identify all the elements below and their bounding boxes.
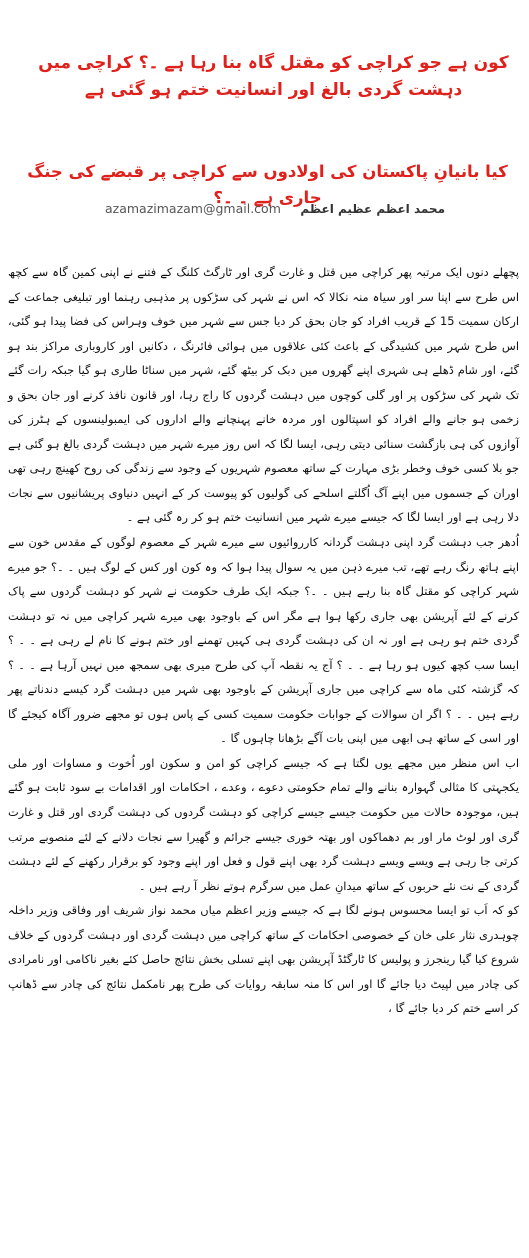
author-email: azamazimazam@gmail.com xyxy=(105,201,281,216)
byline xyxy=(105,199,445,219)
article-subheadline: کیا بانیانِ پاکستان کی اولادوں سے کراچی پر قبضے کی جنگ جاری ہے ۔ ۔؟ xyxy=(27,162,508,207)
article-paragraph: اب اس منظر میں مجھے یوں لگتا ہے کہ جیسے کراچی کو امن و سکون اور اُخوت و مساوات اور ملی یکجہتی کا مثالی گہوارہ بنانے والے تمام حکومتی دعوے ، وعدے ، احکامات اور اقدامات بے سود ثابت ہو گئے ہیں، موجودہ حالات میں حکومت جیسے جیسے کراچی کو دہشت گردوں کی دہشت گردی اور قتل و غارت گری اور لوٹ مار اور بم دھماکوں اور بھتہ خوری جیسے جرائم و گھیرا سے نجات دلانے کے لئے منصوبے مرتب کرتی جا رہی ہے ویسے ویسے دہشت گرد بھی اپنے قول و فعل اور اپنے وجود کو برقرار رکھنے کے لئے دہشت گردی کے نت نئے حربوں کے ساتھ میدانِ عمل میں سرگرم ہوتے نظر آ رہے ہیں ۔ xyxy=(8,755,519,893)
article-paragraph: کو کہ اَب تو ایسا محسوس ہونے لگا ہے کہ جیسے وزیر اعظم میاں محمد نواز شریف اور وفاقی وزیر داخلہ چوہدری نثار علی خان کے خصوصی احکامات کے ساتھ کراچی میں دہشت گردی اور دہشت گردوں کے خلاف شروع کیا گیا رینجرز و پولیس کا ٹارگٹڈ آپریشن بھی اپنے تسلی بخش نتائج حاصل کئے بغیر ناکامی اور نامرادی کی چادر میں لپیٹ دیا جائے گا اور اس کا منہ سابقہ روایات کی طرح پھر نامکمل نتائج کی چادر سے ڈھانپ کر اسے ختم کر دیا جائے گا ، xyxy=(8,903,519,1016)
article-body xyxy=(8,260,519,1021)
article-paragraph: اُدھر جب دہشت گرد اپنی دہشت گردانہ کارروائیوں سے میرے شہر کے معصوم لوگوں کے مقدس خون سے اپنے ہاتھ رنگ رہے تھے، تب میرے ذہن میں یہ سوال پیدا ہوا کہ وہ کون اور کس کے لوگ ہیں ۔ ۔؟ جو میرے شہر کراچی کو مقتل گاہ بنا رہے ہیں ۔ ۔؟ جبکہ ایک طرف حکومت نے شہر کو دہشت گردوں سے پاک کرنے کے لئے آپریشن بھی جاری رکھا ہوا ہے مگر اس کے باوجود بھی میرے شہر کراچی میں نہ تو دہشت گردی ختم ہو رہی ہے اور نہ ان کی دہشت گردی ہی کہیں تھمنے اور ختم ہونے کا نام لے رہی ہے ۔ ۔ ؟ ایسا سب کچھ کیوں ہو رہا ہے ۔ ۔ ؟ آج یہ نقطہ آپ کی طرح میری بھی سمجھ میں نہیں آرہا ہے ۔ ۔ ؟ کہ گزشتہ کئی ماہ سے کراچی میں جاری آپریشن کے باوجود بھی شہر میں دہشت گرد کیسے دندناتے پھر رہے ہیں ۔ ۔ ؟ اگر ان سوالات کے جوابات حکومت سمیت کسی کے پاس ہوں تو مجھے ضرور آگاہ کیجئے گا اور اسی کے ساتھ ہی ابھی میں اپنی بات آگے بڑھانا چاہوں گا ۔ xyxy=(8,535,519,746)
article-headline: کون ہے جو کراچی کو مقتل گاہ بنا رہا ہے ۔؟ کراچی میں دہشت گردی بالغ اور انسانیت ختم ہو گئی ہے xyxy=(38,53,509,100)
article-paragraph: پچھلے دنوں ایک مرتبہ پھر کراچی میں قتل و غارت گری اور ٹارگٹ کلنگ کے فتنے نے اپنی کمین گاہ سے کچھ اس طرح سے اپنا سر اور سیاہ منہ نکالا کہ اس نے شہر کی سڑکوں پر مذہبی رہنما اور تبلیغی جماعت کے ارکان سمیت 15 کے قریب افراد کو جان بحق کر دیا جس سے شہر میں خوف وہراس کی فضا پیدا ہو گئی، اس طرح شہر میں کشیدگی کے باعث کئی علاقوں میں ہوائی فائرنگ ، دکانیں اور کاروباری مراکز بند ہو گئے، اور شام ڈھلے ہی شہری اپنے گھروں میں دبک کر بیٹھ گئے، شہر میں سناٹا طاری ہو گیا جبکہ رات گئے تک شہر کی سڑکوں پر اور گلی کوچوں میں دہشت گردوں کا راج رہا، اور قانون نافذ کرنے اور جان بحق و زخمی ہو جانے والے افراد کو اسپتالوں اور مردہ خانے پہنچانے والے اداروں کی ایمبولینسوں کے ہٹرز کی آوازوں کی ہی بازگشت سنائی دیتی رہی، ایسا لگا کہ اس روز میرے شہر میں دہشت گردی بالغ ہو گئی ہے جو بلا کسی خوف وخطر بڑی مہارت کے ساتھ معصوم شہریوں کے وجود سے زندگی کی روح کھینچ رہی تھی اوران کے جسموں میں اپنے آگ اُگلتے اسلحے کی گولیوں کو پیوست کر کے انہیں دنیاوی پریشانیوں سے نجات دلا رہی ہے اور ایسا لگا کہ جیسے میرے شہر میں انسانیت ختم ہو کر رہ گئی ہے ۔ xyxy=(8,265,519,525)
author-name: محمد اعظم عظیم اعظم xyxy=(300,202,445,216)
